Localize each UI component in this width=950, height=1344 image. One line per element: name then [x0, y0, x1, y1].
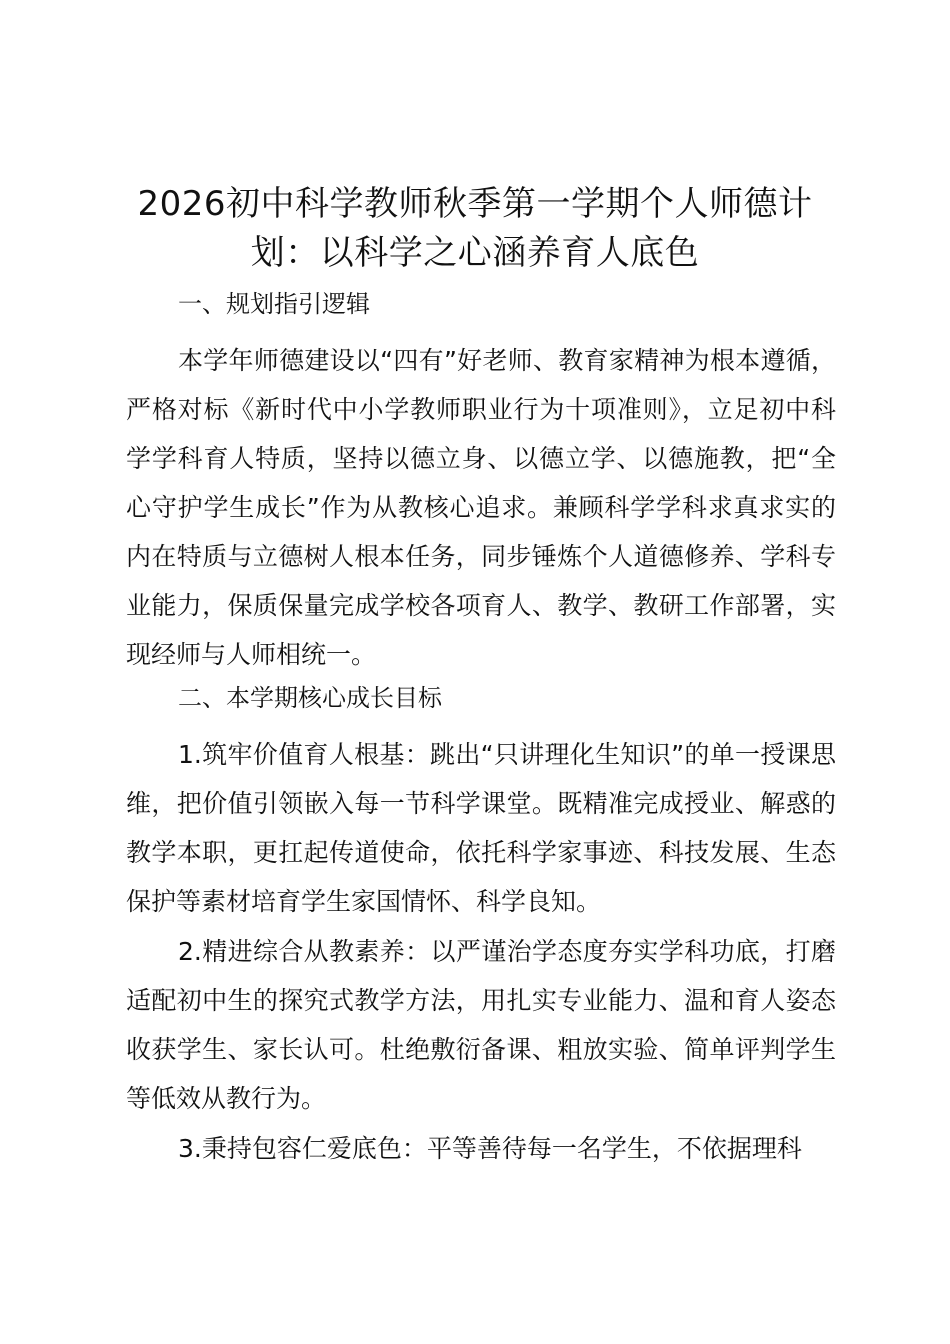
paragraph-goal-3: 3.秉持包容仁爱底色：平等善待每一名学生，不依据理科: [178, 1134, 802, 1163]
section-heading-goals: 二、本学期核心成长目标: [178, 684, 442, 712]
paragraph-goal-2: 2.精进综合从教素养：以严谨治学态度夯实学科功底，打磨适配初中生的探究式教学方法，用扎实专业能力、温和育人姿态收获学生、家长认可。杜绝敷衍备课、粗放实验、简单评判学生等低效从教行为。: [126, 937, 836, 1113]
paragraph-goal-1: 1.筑牢价值育人根基：跳出“只讲理化生知识”的单一授课思维，把价值引领嵌入每一节科学课堂。既精准完成授业、解惑的教学本职，更扛起传道使命，依托科学家事迹、科技发展、生态保护等素材培育学生家国情怀、科学良知。: [126, 740, 836, 916]
document-body: [126, 286, 836, 1174]
section-heading-guidance: 一、规划指引逻辑: [178, 290, 370, 318]
document-title: 2026初中科学教师秋季第一学期个人师德计划：以科学之心涵养育人底色: [137, 184, 813, 273]
paragraph-guidance: 本学年师德建设以“四有”好老师、教育家精神为根本遵循，严格对标《新时代中小学教师职业行为十项准则》，立足初中科学学科育人特质，坚持以德立身、以德立学、以德施教，把“全心守护学生成长”作为从教核心追求。兼顾科学学科求真求实的内在特质与立德树人根本任务，同步锤炼个人道德修养、学科专业能力，保质保量完成学校各项育人、教学、教研工作部署，实现经师与人师相统一。: [126, 346, 836, 669]
